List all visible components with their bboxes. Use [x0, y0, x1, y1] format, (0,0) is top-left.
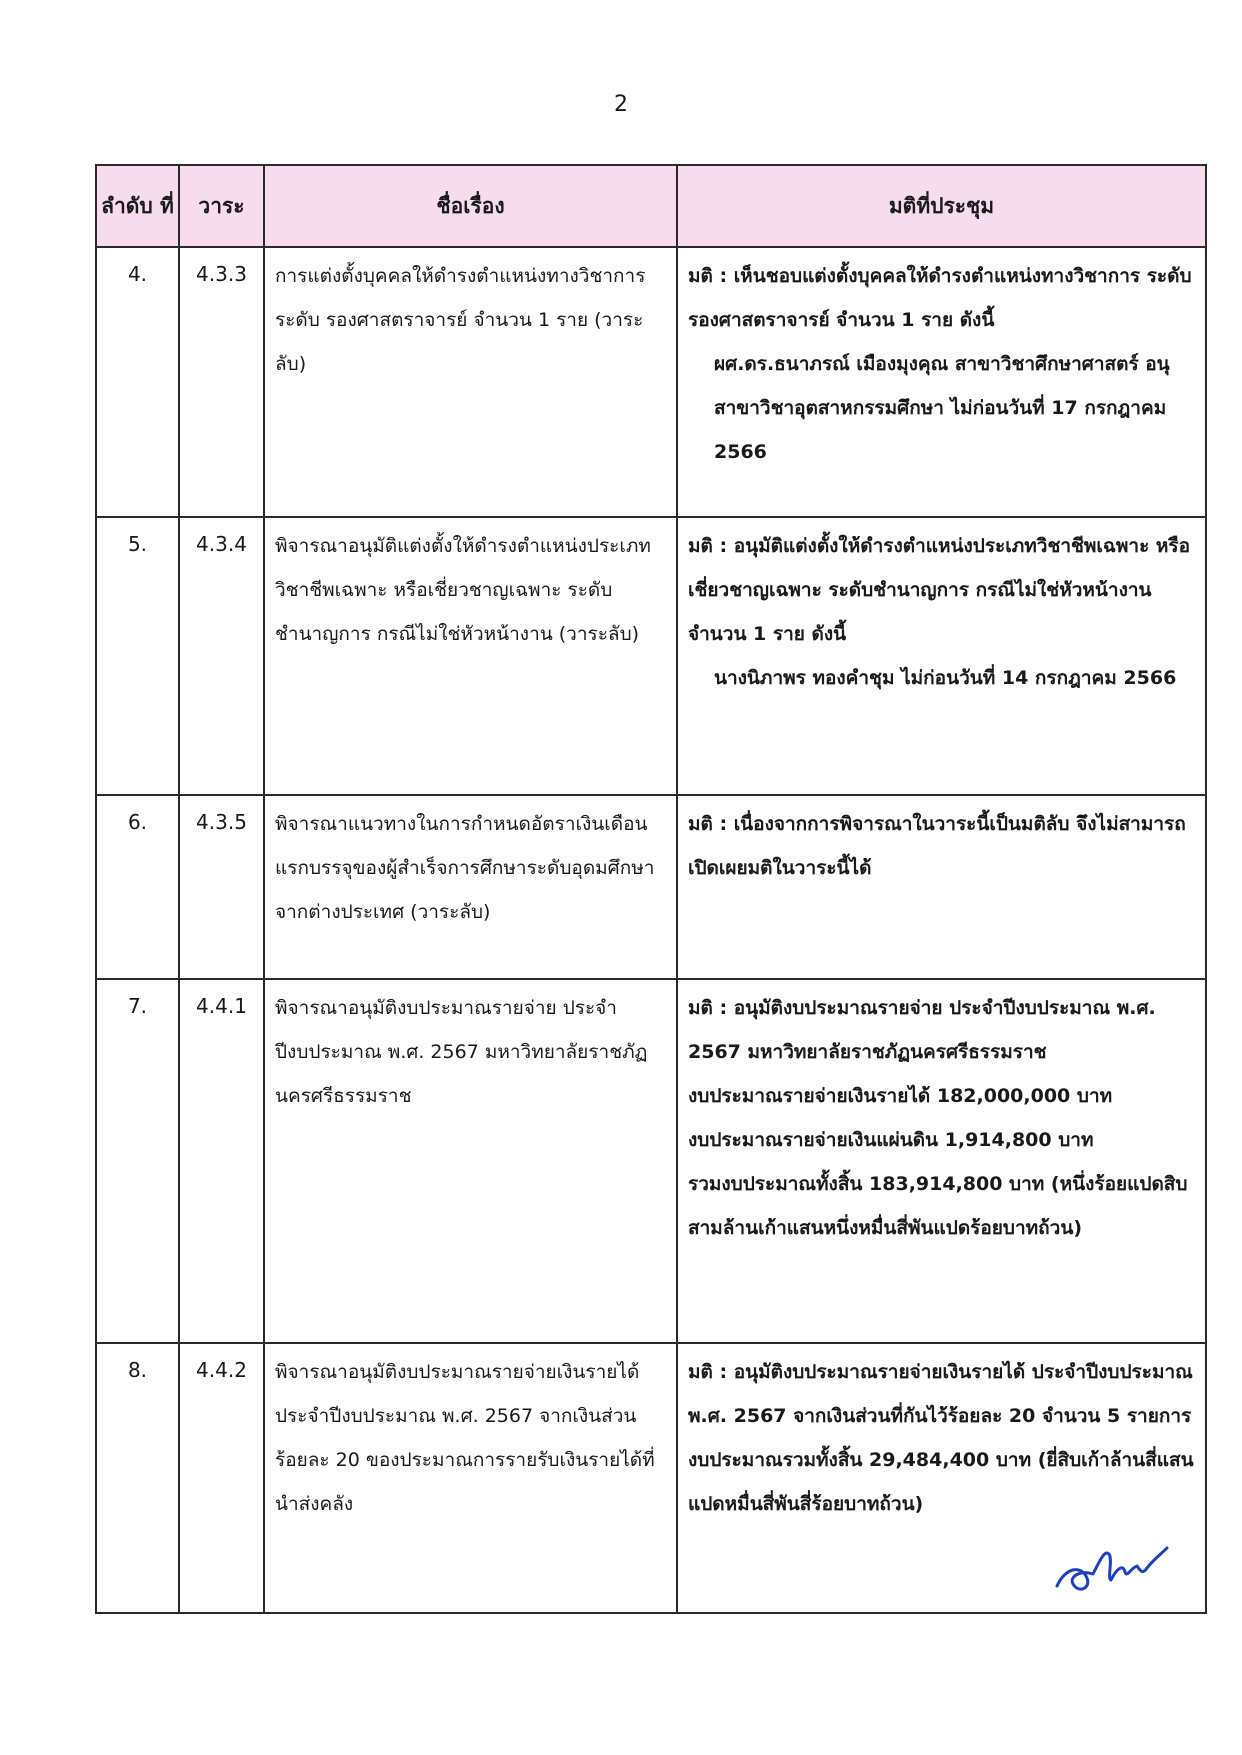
resolution-line: มติ : อนุมัติแต่งตั้งให้ดำรงตำแหน่งประเภทวิชาชีพเฉพาะ หรือเชี่ยวชาญเฉพาะ ระดับชำนาญการ กรณีไม่ใช่หัวหน้างาน จำนวน 1 ราย ดังนี้ [688, 535, 1191, 645]
resolution-line: ผศ.ดร.ธนาภรณ์ เมืองมุงคุณ สาขาวิชาศึกษาศาสตร์ อนุสาขาวิชาอุตสาหกรรมศึกษา ไม่ก่อนวันที่ 17 กรกฎาคม 2566 [714, 353, 1170, 463]
row-order: 8. [96, 1343, 179, 1613]
row-subject: พิจารณาแนวทางในการกำหนดอัตราเงินเดือนแรกบรรจุของผู้สำเร็จการศึกษาระดับอุดมศึกษาจากต่างประเทศ (วาระลับ) [264, 795, 677, 979]
resolution-line: นางนิภาพร ทองคำชุม ไม่ก่อนวันที่ 14 กรกฎาคม 2566 [714, 667, 1177, 689]
row-order: 5. [96, 517, 179, 795]
row-subject: พิจารณาอนุมัติแต่งตั้งให้ดำรงตำแหน่งประเภทวิชาชีพเฉพาะ หรือเชี่ยวชาญเฉพาะ ระดับชำนาญการ กรณีไม่ใช่หัวหน้างาน (วาระลับ) [264, 517, 677, 795]
row-resolution [677, 979, 1206, 1343]
table-row [96, 795, 1206, 979]
row-resolution [677, 247, 1206, 517]
row-order: 7. [96, 979, 179, 1343]
table-row [96, 979, 1206, 1343]
row-order: 4. [96, 247, 179, 517]
table-row [96, 247, 1206, 517]
row-resolution [677, 1343, 1206, 1613]
row-subject: การแต่งตั้งบุคคลให้ดำรงตำแหน่งทางวิชาการ ระดับ รองศาสตราจารย์ จำนวน 1 ราย (วาระลับ) [264, 247, 677, 517]
header-order: ลำดับ ที่ [96, 165, 179, 247]
resolution-line: มติ : อนุมัติงบประมาณรายจ่ายเงินรายได้ ประจำปีงบประมาณ พ.ศ. 2567 จากเงินส่วนที่กันไว้ร้อยละ 20 จำนวน 5 รายการ งบประมาณรวมทั้งสิ้น 29,484,400 บาท (ยี่สิบเก้าล้านสี่แสนแปดหมื่นสี่พันสี่ร้อยบาทถ้วน) [688, 1361, 1194, 1515]
row-agenda: 4.3.5 [179, 795, 264, 979]
resolutions-table [95, 164, 1207, 1614]
resolution-line: งบประมาณรายจ่ายเงินแผ่นดิน 1,914,800 บาท [688, 1129, 1094, 1151]
row-resolution [677, 517, 1206, 795]
header-agenda: วาระ [179, 165, 264, 247]
table-row [96, 1343, 1206, 1613]
table-row [96, 517, 1206, 795]
row-resolution [677, 795, 1206, 979]
row-agenda: 4.4.1 [179, 979, 264, 1343]
row-order: 6. [96, 795, 179, 979]
resolution-line: มติ : เนื่องจากการพิจารณาในวาระนี้เป็นมติลับ จึงไม่สามารถเปิดเผยมติในวาระนี้ได้ [688, 813, 1186, 879]
header-resolution: มติที่ประชุม [677, 165, 1206, 247]
row-subject: พิจารณาอนุมัติงบประมาณรายจ่ายเงินรายได้ประจำปีงบประมาณ พ.ศ. 2567 จากเงินส่วนร้อยละ 20 ของประมาณการรายรับเงินรายได้ที่นำส่งคลัง [264, 1343, 677, 1613]
page-number: 2 [614, 92, 628, 117]
resolution-line: มติ : อนุมัติงบประมาณรายจ่าย ประจำปีงบประมาณ พ.ศ. 2567 มหาวิทยาลัยราชภัฏนครศรีธรรมราช [688, 997, 1156, 1063]
row-agenda: 4.3.3 [179, 247, 264, 517]
row-agenda: 4.4.2 [179, 1343, 264, 1613]
row-agenda: 4.3.4 [179, 517, 264, 795]
header-subject: ชื่อเรื่อง [264, 165, 677, 247]
resolution-line: รวมงบประมาณทั้งสิ้น 183,914,800 บาท (หนึ่งร้อยแปดสิบสามล้านเก้าแสนหนึ่งหมื่นสี่พันแปดร้อยบาทถ้วน) [688, 1173, 1188, 1239]
table-header-row [96, 165, 1206, 247]
row-subject: พิจารณาอนุมัติงบประมาณรายจ่าย ประจำปีงบประมาณ พ.ศ. 2567 มหาวิทยาลัยราชภัฏนครศรีธรรมราช [264, 979, 677, 1343]
resolution-line: งบประมาณรายจ่ายเงินรายได้ 182,000,000 บาท [688, 1085, 1113, 1107]
resolution-line: มติ : เห็นชอบแต่งตั้งบุคคลให้ดำรงตำแหน่งทางวิชาการ ระดับรองศาสตราจารย์ จำนวน 1 ราย ดังนี้ [688, 265, 1192, 331]
signature-mark [1051, 1538, 1171, 1598]
